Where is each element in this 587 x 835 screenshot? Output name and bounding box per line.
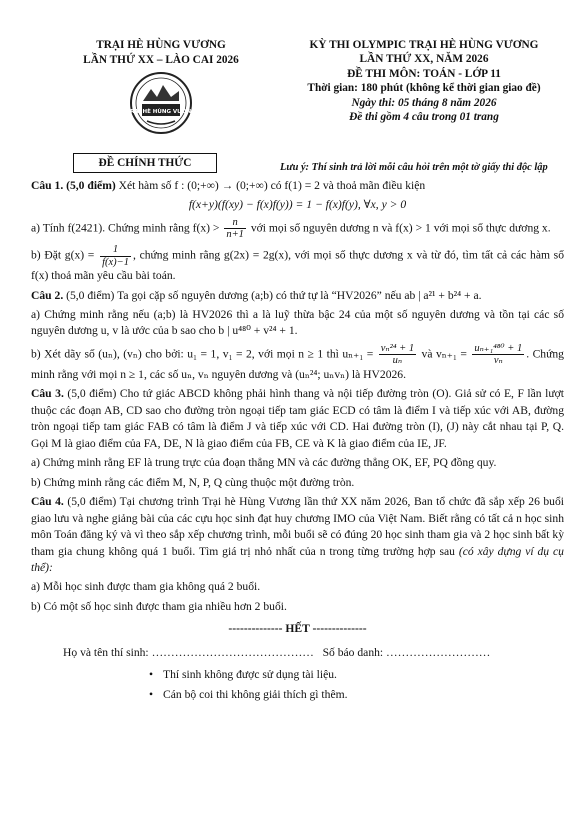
question-3-text: Cho tứ giác ABCD không phải hình thang và nội tiếp đường tròn (O). Giả sử có E, F lần lượt thuộc các đoạn AB, CD sao cho đường tròn ngoại tiếp tam giác ECD có tâm là điểm I và tiếp xúc với AB, đường tròn ngoại tiếp tam giác FAB có tâm là điểm J và tiếp xúc với CD. Hai đường tròn (I), (J) này cắt nhau tại P, Q. Gọi M là giao điểm của FA, DE, N là giao điểm của FB, CE và K là giao điểm của IE, JF.	[31, 387, 564, 450]
organizer-header	[56, 38, 266, 140]
camp-logo	[129, 71, 193, 135]
question-4-text: Tại chương trình Trại hè Hùng Vương lần thứ XX năm 2026, Ban tổ chức đã sắp xếp 26 buổi giao lưu và nghe giảng bài của các cựu học sinh đạt huy chương IMO của Việt Nam. Biết rằng có tất cả n học sinh môn Toán đăng ký và vì theo sắp xếp chương trình, mỗi buổi sẽ có đúng 20 học sinh tham gia và 2 học sinh bất kỳ tham gia chung không quá 1 buổi. Tìm giá trị nhỏ nhất của n trong từng trường hợp sau	[31, 495, 564, 558]
candidate-id-dots: ………………………	[386, 645, 491, 659]
question-3-points: (5,0 điểm)	[67, 387, 117, 401]
question-4-points: (5,0 điểm)	[67, 495, 117, 509]
question-1-part-b: b) Đặt g(x) = $\frac{1}{f(x)-1}$ , chứng minh rằng g(2x) = 2g(x), với mọi số thực dương x và từ đó, tìm tất cả các hàm số f(x) thoả mãn yêu cầu bài toán.	[31, 244, 564, 283]
exam-date: Ngày thi: 05 tháng 8 năm 2026	[351, 96, 497, 109]
question-2-label: Câu 2.	[31, 288, 64, 302]
question-3-intro	[31, 386, 564, 452]
exam-edition: LẦN THỨ XX, NĂM 2026	[359, 53, 489, 66]
organizer-line-1: TRẠI HÈ HÙNG VƯƠNG	[96, 39, 226, 51]
fraction-n-over-n-plus-1: $\frac{n}{n+1}$	[226, 216, 244, 241]
exam-content	[31, 178, 564, 706]
question-2-part-a: a) Chứng minh rằng nếu (a;b) là HV2026 thì a là luỹ thừa bậc 24 của một số nguyên dương và tồn tại các số nguyên dương u, v là ước của b sao cho b | u⁴⁸⁰ + v²⁴ + 1.	[31, 308, 564, 338]
question-1-intro	[31, 178, 564, 194]
question-4-label: Câu 4.	[31, 495, 64, 509]
question-4-intro	[31, 494, 564, 576]
question-1-equation: f(x+y)(f(xy) − f(x)f(y)) = 1 − f(x)f(y), ∀x, y > 0	[188, 198, 407, 212]
logo-text: TRẠI HÈ HÙNG VƯƠNG	[129, 109, 193, 116]
organizer-line-2: LẦN THỨ XX – LÀO CAI 2026	[83, 53, 239, 66]
candidate-id-label: Số báo danh:	[322, 645, 384, 659]
rule-item: • Thí sinh không được sử dụng tài liệu.	[149, 667, 564, 683]
exam-subject: ĐỀ THI MÔN: TOÁN - LỚP 11	[347, 67, 501, 80]
fraction-v-recurrence: $\frac{\text{uₙ₊₁⁴⁸⁰ + 1}}{\text{vₙ}}$	[474, 342, 523, 367]
question-1-points: (5,0 điểm)	[66, 179, 116, 192]
question-2-points: (5,0 điểm)	[66, 288, 115, 302]
question-2-text: Ta gọi cặp số nguyên dương (a;b) có thứ tự là “HV2026” nếu ab | a²¹ + b²⁴ + a.	[117, 288, 482, 302]
rule-item: • Cán bộ coi thi không giải thích gì thêm.	[149, 687, 564, 703]
exam-header	[276, 38, 572, 125]
candidate-note: Lưu ý: Thí sinh trả lời mỗi câu hỏi trên một tờ giấy thi độc lập	[280, 162, 548, 173]
exam-duration: Thời gian: 180 phút (không kể thời gian giao đề)	[307, 82, 541, 95]
question-1-part-a: a) Tính f(2421). Chứng minh rằng f(x) > $\frac{n}{n+1}$ với mọi số nguyên dương n và f(x) > 1 với mọi số thực dương x.	[31, 216, 551, 241]
candidate-name-label: Họ và tên thí sinh:	[63, 645, 149, 659]
exam-pages: Đề thi gồm 4 câu trong 01 trang	[349, 111, 499, 124]
question-3-label: Câu 3.	[31, 387, 64, 401]
end-mark: -------------- HẾT --------------	[228, 622, 367, 636]
question-1-label: Câu 1.	[31, 179, 64, 192]
candidate-info-line	[31, 645, 564, 661]
question-2-intro	[31, 288, 564, 304]
official-exam-box: ĐỀ CHÍNH THỨC	[73, 153, 217, 173]
question-3-part-a: a) Chứng minh rằng EF là trung trực của đoạn thẳng MN và các đường thẳng OK, EF, PQ đồng quy.	[31, 456, 497, 470]
question-4-part-a: a) Mỗi học sinh được tham gia không quá 2 buổi.	[31, 580, 261, 594]
question-1-text: Xét hàm số f : (0;+∞) → (0;+∞) có f(1) = 2 và thoả mãn điều kiện	[118, 179, 426, 192]
exam-title: KỲ THI OLYMPIC TRẠI HÈ HÙNG VƯƠNG	[309, 39, 539, 51]
question-4-note: (có xây dựng ví dụ cụ thể):	[31, 544, 564, 574]
fraction-g-definition: $\frac{1}{f(x)-1}$	[102, 244, 129, 268]
candidate-name-dots: ……………………………………	[151, 645, 314, 659]
question-3-part-b: b) Chứng minh rằng các điểm M, N, P, Q cùng thuộc một đường tròn.	[31, 475, 355, 489]
fraction-u-recurrence: $\frac{\text{vₙ²⁴ + 1}}{\text{uₙ}}$	[380, 342, 415, 367]
question-4-part-b: b) Có một số học sinh được tham gia nhiều hơn 2 buổi.	[31, 599, 287, 613]
exam-rules	[149, 667, 564, 703]
question-2-part-b: b) Xét dãy số (uₙ), (vₙ) cho bởi: u₁ = 1, v₁ = 2, với mọi n ≥ 1 thì uₙ₊₁ = $\frac{\text{vₙ²⁴ + 1}}{\text{uₙ}}$ và vₙ₊₁ = $\frac{\text{uₙ₊₁⁴⁸⁰ + 1}}{\text{vₙ}}$ . Chứng minh rằng với mọi n ≥ 1, các số uₙ, vₙ nguyên dương và (uₙ²⁴; uₙvₙ) là HV2026.	[31, 342, 564, 381]
